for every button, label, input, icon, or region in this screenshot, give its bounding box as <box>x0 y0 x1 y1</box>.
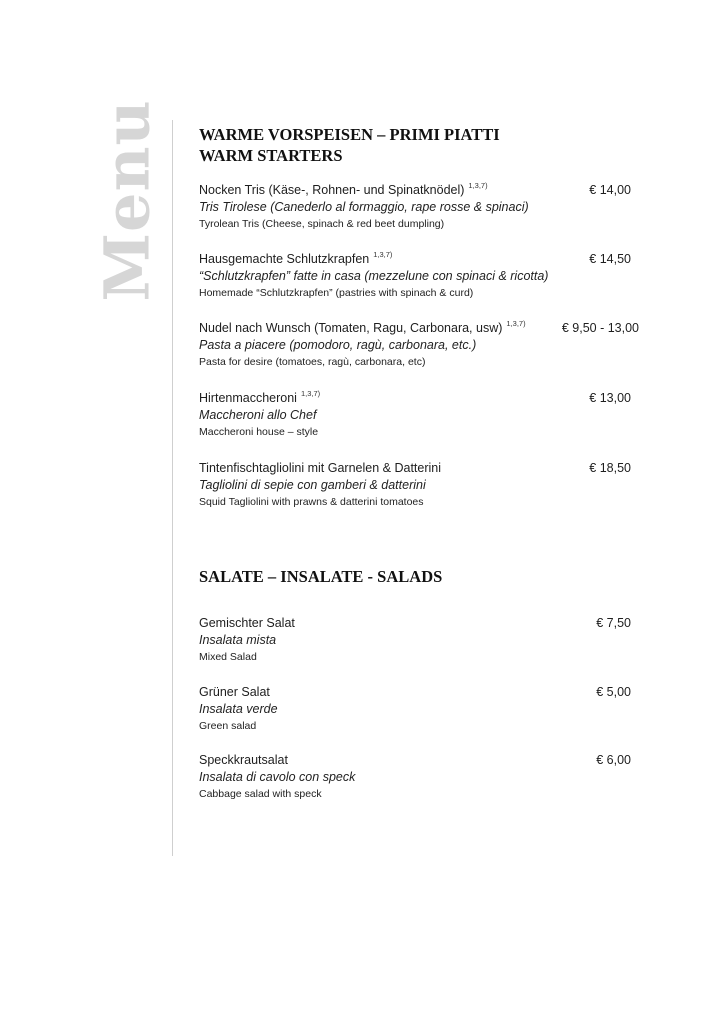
menu-side-title <box>90 98 164 302</box>
warm-starters-title-line2: WARM STARTERS <box>199 146 343 165</box>
item-name: Nocken Tris (Käse-, Rohnen- und Spinatknödel) <box>199 183 465 197</box>
item-price: € 14,50 <box>589 252 631 266</box>
item-name: Tintenfischtagliolini mit Garnelen & Datterini <box>199 461 442 475</box>
item-english: Squid Tagliolini with prawns & datterini tomatoes <box>199 496 424 508</box>
item-name: Gemischter Salat <box>199 616 295 630</box>
item-price: € 18,50 <box>589 461 631 475</box>
item-allergens: 1,3,7) <box>300 389 321 398</box>
item-price: € 7,50 <box>596 616 631 630</box>
item-name: Nudel nach Wunsch (Tomaten, Ragu, Carbonara, usw) <box>199 321 503 335</box>
item-name: Hausgemachte Schlutzkrapfen <box>199 252 370 266</box>
item-italian: Tagliolini di sepie con gamberi & datterini <box>199 478 426 492</box>
item-price: € 9,50 - 13,00 <box>561 321 639 335</box>
item-italian: Insalata di cavolo con speck <box>199 770 356 784</box>
item-allergens: 1,3,7) <box>506 319 526 328</box>
item-price: € 13,00 <box>589 391 631 405</box>
item-italian: Insalata mista <box>199 633 277 647</box>
menu-item-tintenfischtagliolini <box>199 459 644 511</box>
item-price: € 14,00 <box>589 183 631 197</box>
warm-starters-title-line1: WARME VORSPEISEN – PRIMI PIATTI <box>199 125 500 144</box>
item-italian: “Schlutzkrapfen” fatte in casa (mezzelune con spinaci & ricotta) <box>199 269 549 283</box>
item-italian: Maccheroni allo Chef <box>199 408 317 422</box>
item-english: Mixed Salad <box>199 651 257 663</box>
item-price: € 5,00 <box>596 685 631 699</box>
vertical-divider <box>172 120 173 856</box>
item-italian: Pasta a piacere (pomodoro, ragù, carbonara, etc.) <box>199 338 477 352</box>
item-english: Tyrolean Tris (Cheese, spinach & red beet dumpling) <box>199 218 445 230</box>
item-name: Grüner Salat <box>199 685 270 699</box>
item-price: € 6,00 <box>596 753 631 767</box>
salads-title-text: SALATE – INSALATE - SALADS <box>199 567 443 586</box>
menu-item-nocken-tris <box>199 181 644 233</box>
item-italian: Tris Tirolese (Canederlo al formaggio, rape rosse & spinaci) <box>199 200 529 214</box>
item-english: Maccheroni house – style <box>199 426 319 438</box>
warm-starters-title <box>199 124 500 166</box>
menu-side-title-text: Menu <box>90 98 164 302</box>
item-name: Hirtenmaccheroni <box>199 391 297 405</box>
menu-item-gemischter-salat <box>199 614 644 666</box>
menu-item-speckkrautsalat <box>199 751 644 803</box>
item-english: Cabbage salad with speck <box>199 788 322 800</box>
item-allergens: 1,3,7) <box>373 250 393 259</box>
item-italian: Insalata verde <box>199 702 278 716</box>
menu-item-nudel-nach-wunsch <box>199 319 644 371</box>
item-english: Green salad <box>199 720 257 732</box>
item-name: Speckkrautsalat <box>199 753 288 767</box>
item-english: Pasta for desire (tomatoes, ragù, carbonara, etc) <box>199 356 426 368</box>
menu-item-gruener-salat <box>199 683 644 735</box>
item-english: Homemade “Schlutzkrapfen” (pastries with spinach & curd) <box>199 287 474 299</box>
menu-item-schlutzkrapfen <box>199 250 644 302</box>
menu-item-hirtenmaccheroni <box>199 389 644 441</box>
salads-title <box>199 566 442 587</box>
item-allergens: 1,3,7) <box>468 181 488 190</box>
